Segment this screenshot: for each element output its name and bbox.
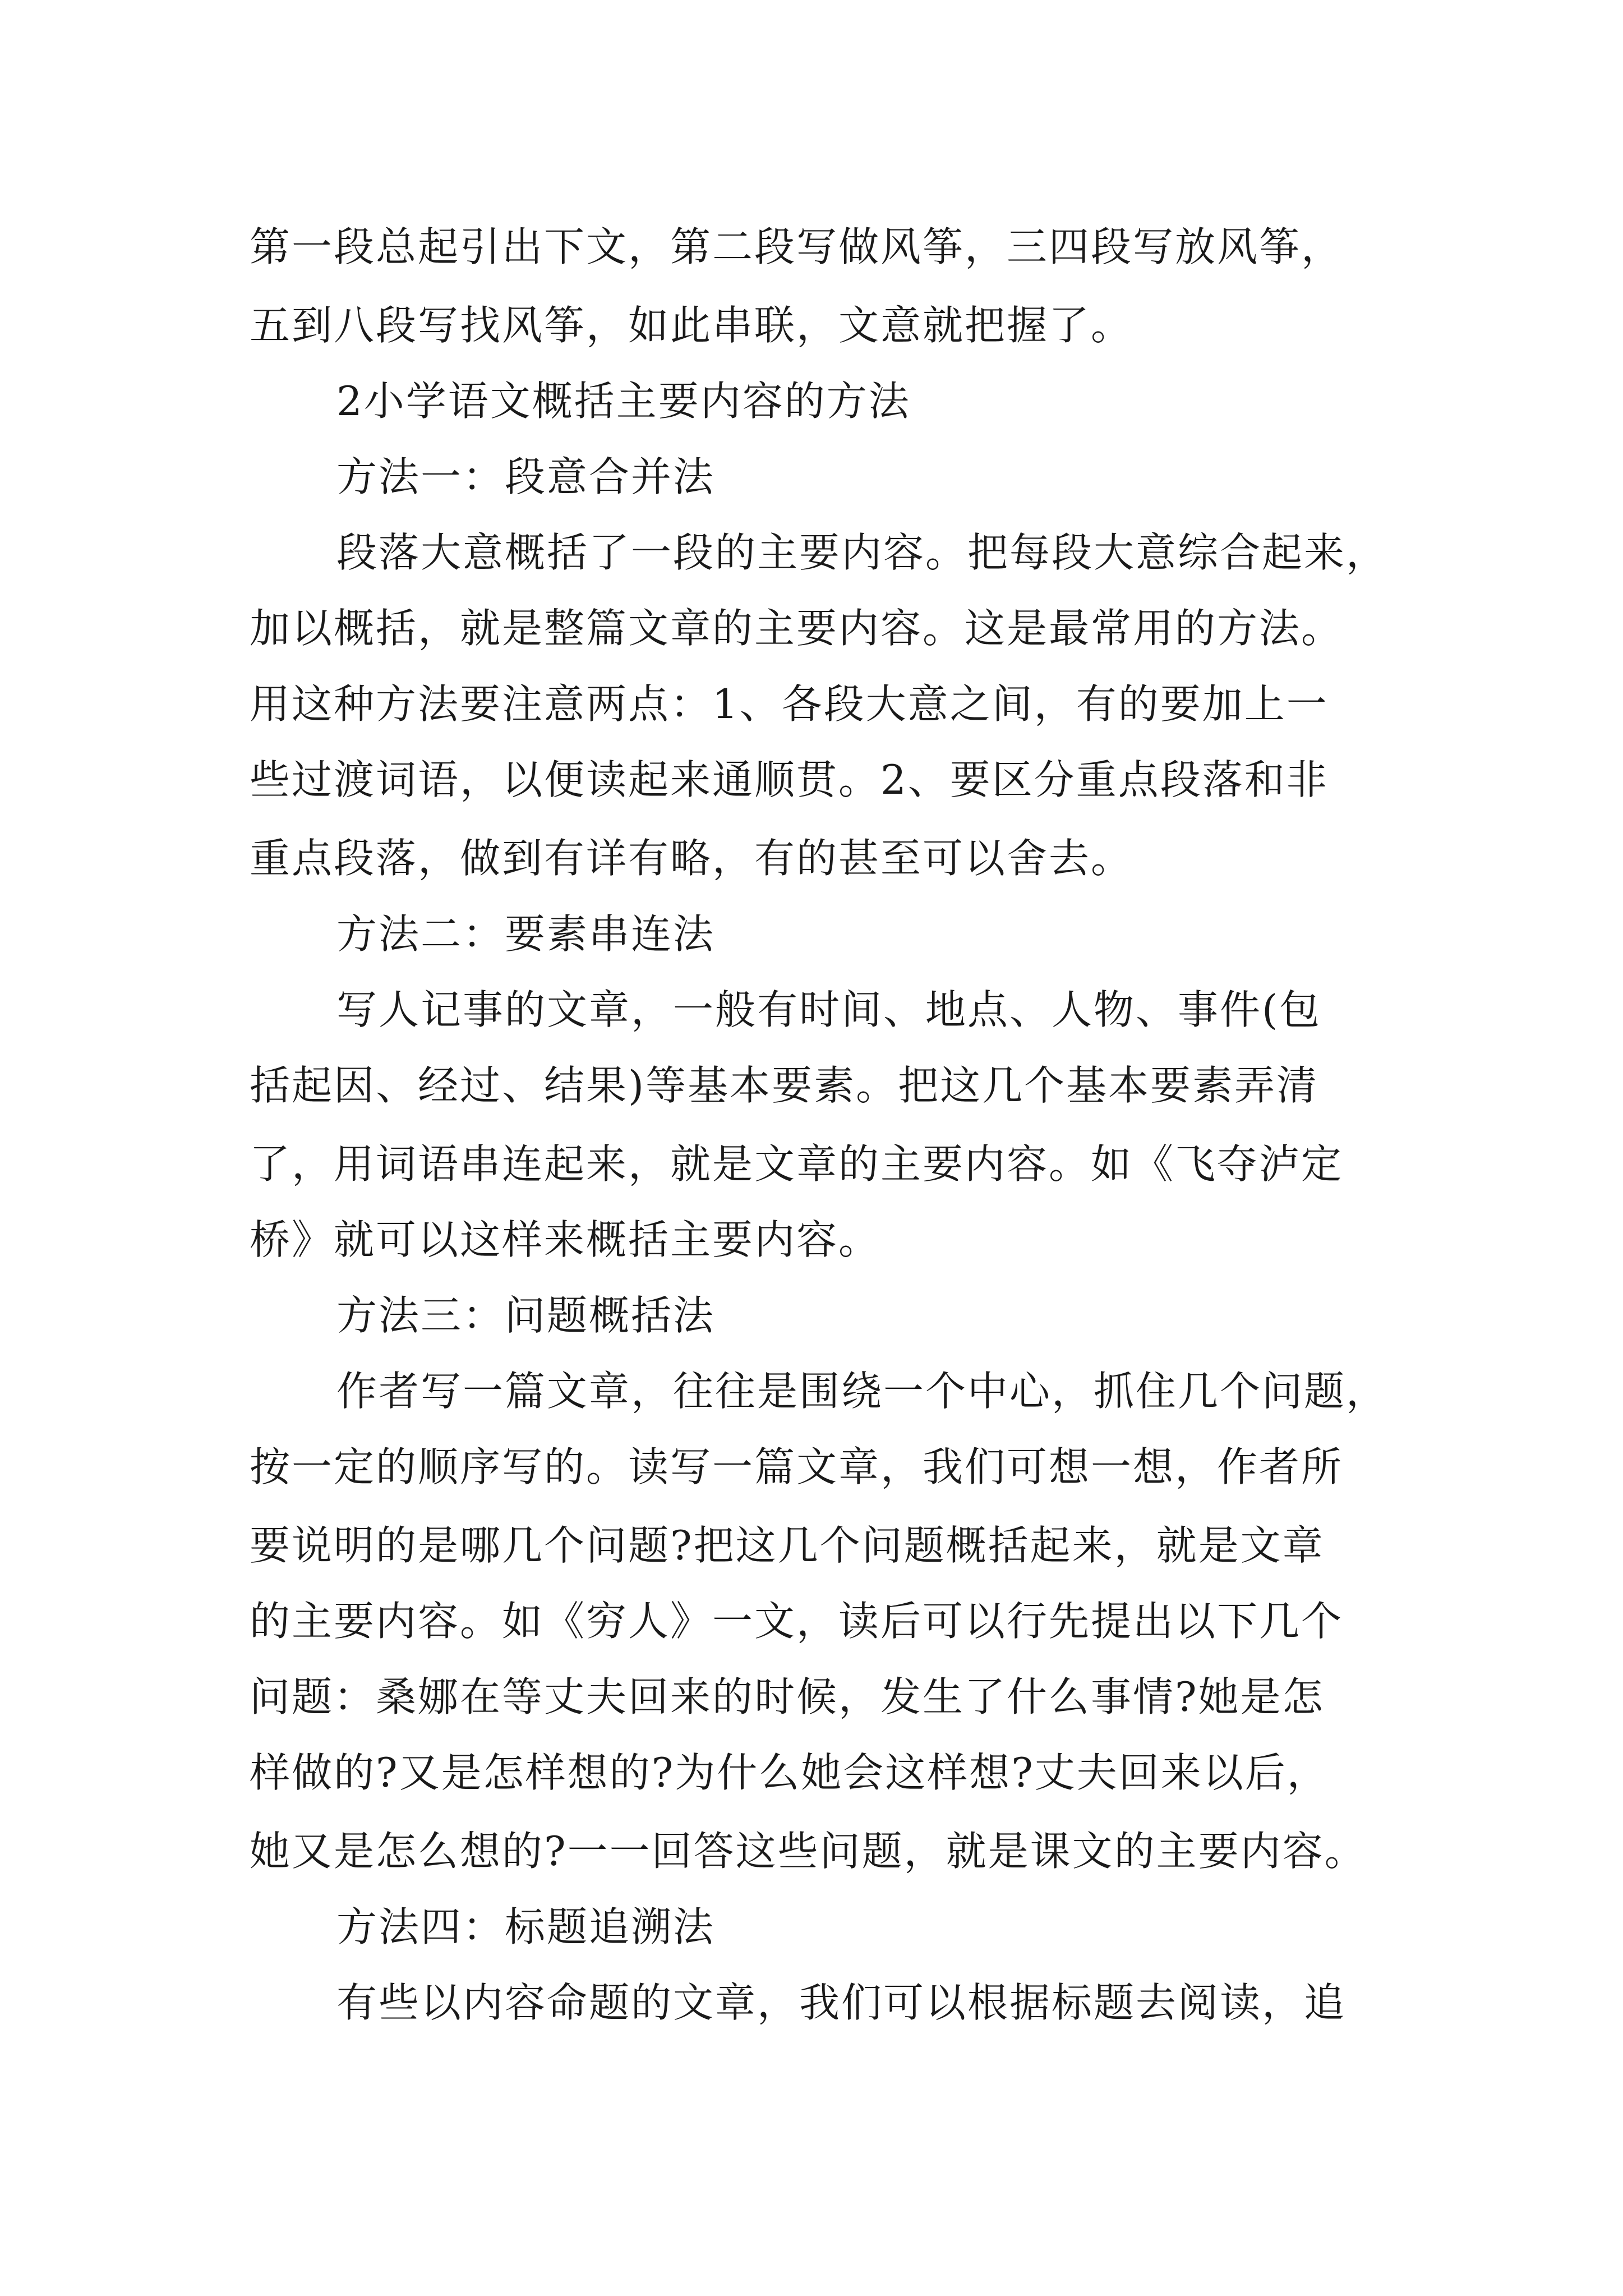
body-line: 第一段总起引出下文，第二段写做风筝，三四段写放风筝， [250,223,1344,270]
body-line: 了，用词语串连起来，就是文章的主要内容。如《飞夺泸定 [250,1140,1344,1188]
method-heading: 方法四：标题追溯法 [336,1903,716,1950]
body-line: 她又是怎么想的?一一回答这些问题，就是课文的主要内容。 [250,1828,1367,1875]
paragraph-first-line: 有些以内容命题的文章，我们可以根据标题去阅读，追 [336,1979,1347,2026]
method-heading: 方法一：段意合并法 [336,453,716,500]
body-line: 加以概括，就是整篇文章的主要内容。这是最常用的方法。 [250,605,1344,652]
body-line: 问题：桑娜在等丈夫回来的时候，发生了什么事情?她是怎 [250,1673,1325,1720]
body-line: 的主要内容。如《穷人》一文，读后可以行先提出以下几个 [250,1598,1344,1645]
method-heading: 方法三：问题概括法 [336,1292,716,1339]
body-line: 五到八段写找风筝，如此串联，文意就把握了。 [250,302,1133,349]
section-heading: 2小学语文概括主要内容的方法 [336,378,911,425]
paragraph-first-line: 段落大意概括了一段的主要内容。把每段大意综合起来， [336,529,1389,576]
body-line: 样做的?又是怎样想的?为什么她会这样想?丈夫回来以后， [250,1749,1329,1796]
body-line: 按一定的顺序写的。读写一篇文章，我们可想一想，作者所 [250,1443,1344,1490]
body-line: 要说明的是哪几个问题?把这几个问题概括起来，就是文章 [250,1522,1325,1569]
paragraph-first-line: 写人记事的文章，一般有时间、地点、人物、事件(包 [336,986,1322,1033]
body-line: 些过渡词语，以便读起来通顺贯。2、要区分重点段落和非 [250,756,1329,803]
body-line: 括起因、经过、结果)等基本要素。把这几个基本要素弄清 [250,1062,1319,1109]
body-line: 用这种方法要注意两点：1、各段大意之间，有的要加上一 [250,680,1329,728]
paragraph-first-line: 作者写一篇文章，往往是围绕一个中心，抓住几个问题， [336,1368,1389,1415]
method-heading: 方法二：要素串连法 [336,910,716,958]
body-line: 桥》就可以这样来概括主要内容。 [250,1216,881,1263]
body-line: 重点段落，做到有详有略，有的甚至可以舍去。 [250,835,1133,882]
